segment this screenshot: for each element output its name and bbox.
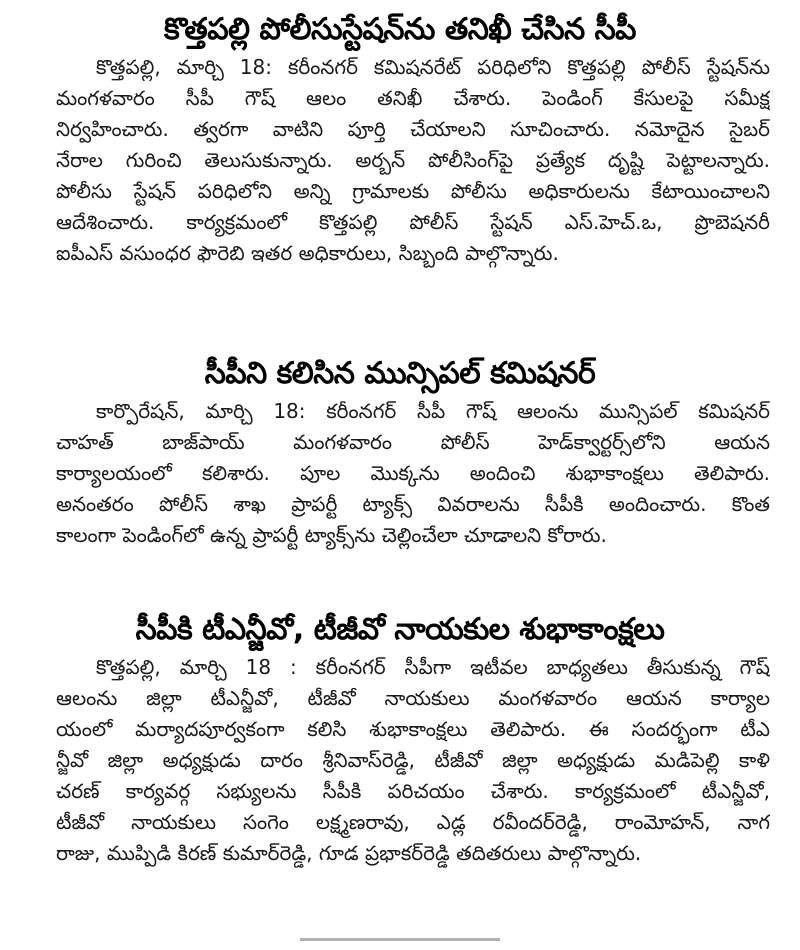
article-line: ఆదేశించారు. కార్యక్రమంలో కొత్తపల్లి పోలీస్ స్టేషన్ ఎస్.హెచ్.ఒ, ప్రొబెషనరీ bbox=[56, 210, 770, 234]
article-line: కొత్తపల్లి, మార్చి 18: కరీంనగర్ కమిషనరేట్ పరిధిలోని కొత్తపల్లి పోలీస్ స్టేషన్‌ను bbox=[96, 55, 770, 79]
article-cp-inspection bbox=[0, 8, 800, 269]
article-line: కొత్తపల్లి, మార్చి 18 : కరీంనగర్ సీపీగా ఇటీవల బాధ్యతలు తీసుకున్న గౌష్ bbox=[96, 655, 770, 679]
article-line: ఆలంను జిల్లా టీఎన్జీవో, టీజీవో నాయకులు మంగళవారం ఆయన కార్యాల bbox=[56, 686, 770, 710]
article-body bbox=[0, 52, 800, 269]
article-line: కాలంగా పెండింగ్‌లో ఉన్న ప్రాపర్టీ ట్యాక్స్‌ను చెల్లించేలా చూడాలని కోరారు. bbox=[56, 523, 607, 547]
article-line: నిర్వహించారు. త్వరగా వాటిని పూర్తి చేయాలని సూచించారు. నమోదైన సైబర్ bbox=[56, 117, 770, 141]
article-line: అనంతరం పోలీస్ శాఖ ప్రాపర్టీ ట్యాక్స్ వివరాలను సీపీకి అందించారు. కొంత bbox=[56, 492, 770, 516]
article-tngo-greetings bbox=[0, 608, 800, 869]
article-line: చరణ్ కార్యవర్గ సభ్యులను సీపీకి పరిచయం చేశారు. కార్యక్రమంలో టీఎన్జీవో, bbox=[56, 779, 770, 803]
article-line: నేరాల గురించి తెలుసుకున్నారు. అర్బన్ పోలీసింగ్‌పై ప్రత్యేక దృష్టి పెట్టాలన్నారు. bbox=[56, 148, 770, 172]
article-body bbox=[0, 396, 800, 551]
article-line: టీజీవో నాయకులు సంగెం లక్ష్మణరావు, ఎడ్ల రవీందర్‌రెడ్డి, రాంమోహన్, నాగ bbox=[56, 810, 770, 834]
article-line: యంలో మర్యాదపూర్వకంగా కలిసి శుభాకాంక్షలు తెలిపారు. ఈ సందర్భంగా టీఎ bbox=[56, 717, 770, 741]
article-line: కార్పొరేషన్, మార్చి 18: కరీంనగర్ సీపీ గౌష్ ఆలంను మున్సిపల్ కమిషనర్ bbox=[96, 399, 770, 423]
article-municipal-commissioner bbox=[0, 352, 800, 551]
article-body bbox=[0, 652, 800, 869]
article-headline: కొత్తపల్లి పోలీసుస్టేషన్‌ను తనిఖీ చేసిన సీపీ bbox=[164, 12, 636, 47]
article-line: రాజు, ముప్పిడి కిరణ్ కుమార్‌రెడ్డి, గూడ ప్రభాకర్‌రెడ్డి తదితరులు పాల్గొన్నారు. bbox=[56, 841, 642, 865]
article-line: న్జీవో జిల్లా అధ్యక్షుడు దారం శ్రీనివాస్‌రెడ్డి, టీజీవో జిల్లా అధ్యక్షుడు మడిపెల్లి కాళి bbox=[56, 748, 770, 772]
article-line: మంగళవారం సీపీ గౌష్ ఆలం తనిఖీ చేశారు. పెండింగ్ కేసులపై సమీక్ష bbox=[56, 86, 770, 110]
clipping-edge-divider bbox=[300, 938, 500, 950]
article-headline: సీపీకి టీఎన్జీవో, టీజీవో నాయకుల శుభాకాంక్షలు bbox=[135, 612, 665, 647]
article-line: ఐపీఎస్ వసుంధర ఫౌరెబి ఇతర అధికారులు, సిబ్బంది పాల్గొన్నారు. bbox=[56, 241, 559, 265]
article-headline: సీపీని కలిసిన మున్సిపల్ కమిషనర్ bbox=[204, 356, 596, 391]
article-line: చాహత్ బాజ్‌పాయ్ మంగళవారం పోలీస్ హెడ్‌క్వార్టర్స్‌లోని ఆయన bbox=[56, 430, 770, 454]
article-line: కార్యాలయంలో కలిశారు. పూల మొక్కను అందించి శుభాకాంక్షలు తెలిపారు. bbox=[56, 461, 770, 485]
article-line: పోలీసు స్టేషన్ పరిధిలోని అన్ని గ్రామాలకు పోలీసు అధికారులను కేటాయించాలని bbox=[56, 179, 770, 203]
